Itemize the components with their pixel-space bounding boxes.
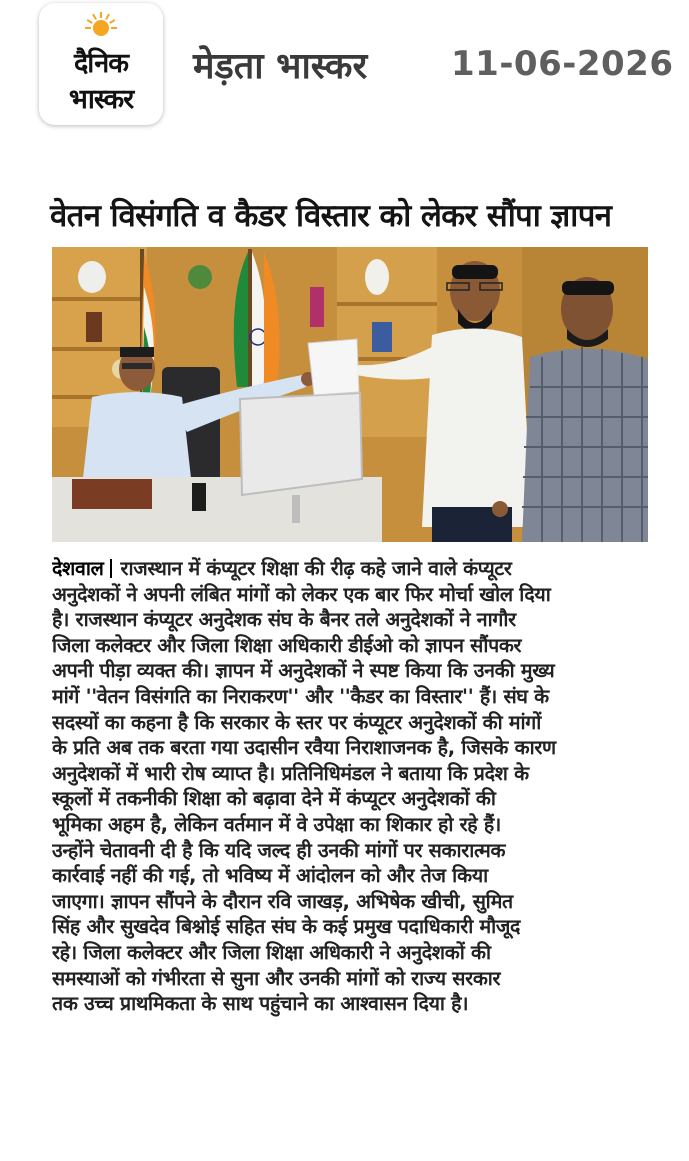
article-line: जाएगा। ज्ञापन सौंपने के दौरान रवि जाखड़, अभिषेक खीची, सुमित bbox=[52, 889, 513, 913]
dainik-bhaskar-logo[interactable] bbox=[39, 3, 163, 125]
byline-separator bbox=[110, 559, 112, 578]
article-line: तक उच्च प्राथमिकता के साथ पहुंचाने का आश्वासन दिया है। bbox=[52, 992, 469, 1016]
article-line: अपनी पीड़ा व्यक्त की। ज्ञापन में अनुदेशकों ने स्पष्ट किया कि उनकी मुख्य bbox=[52, 659, 555, 683]
article-headline: वेतन विसंगति व कैडर विस्तार को लेकर सौंपा ज्ञापन bbox=[50, 198, 612, 234]
article-line: रहे। जिला कलेक्टर और जिला शिक्षा अधिकारी ने अनुदेशकों की bbox=[52, 940, 491, 964]
article-line: सिंह और सुखदेव बिश्नोई सहित संघ के कई प्रमुख पदाधिकारी मौजूद bbox=[52, 915, 521, 939]
sun-icon bbox=[85, 11, 117, 43]
edition-name: मेड़ता भास्कर bbox=[193, 46, 368, 87]
article-line: मांगें ''वेतन विसंगति का निराकरण'' और ''कैडर का विस्तार'' हैं। संघ के bbox=[52, 684, 549, 708]
logo-text-dainik: दैनिक bbox=[73, 48, 129, 79]
article-line: अनुदेशकों ने अपनी लंबित मांगों को लेकर एक बार फिर मोर्चा खोल दिया bbox=[52, 582, 551, 606]
article-line: समस्याओं को गंभीरता से सुना और उनकी मांगों को राज्य सरकार bbox=[52, 966, 501, 990]
article-line: अनुदेशकों में भारी रोष व्याप्त है। प्रतिनिधिमंडल ने बताया कि प्रदेश के bbox=[52, 761, 529, 785]
article-line: है। राजस्थान कंप्यूटर अनुदेशक संघ के बैनर तले अनुदेशकों ने नागौर bbox=[52, 608, 516, 632]
article-line: स्कूलों में तकनीकी शिक्षा को बढ़ावा देने में कंप्यूटर अनुदेशकों की bbox=[52, 787, 496, 811]
article-line: कार्रवाई नहीं की गई, तो भविष्य में आंदोलन को और तेज किया bbox=[52, 864, 488, 888]
logo-text-bhaskar: भास्कर bbox=[68, 84, 134, 115]
article-photo[interactable] bbox=[52, 247, 648, 542]
edition-date: 11-06-2026 bbox=[451, 44, 674, 84]
article-line: उन्होंने चेतावनी दी है कि यदि जल्द ही उनकी मांगों पर सकारात्मक bbox=[52, 838, 506, 862]
article-line-1 bbox=[52, 556, 664, 582]
article-body bbox=[52, 556, 664, 1017]
article-line: भूमिका अहम है, लेकिन वर्तमान में वे उपेक्षा का शिकार हो रहे हैं। bbox=[52, 812, 501, 836]
article-line: सदस्यों का कहना है कि सरकार के स्तर पर कंप्यूटर अनुदेशकों की मांगों bbox=[52, 710, 542, 734]
article-line: जिला कलेक्टर और जिला शिक्षा अधिकारी डीईओ को ज्ञापन सौंपकर bbox=[52, 633, 522, 657]
byline: देशवाल bbox=[52, 557, 104, 580]
article-line: के प्रति अब तक बरता गया उदासीन रवैया निराशाजनक है, जिसके कारण bbox=[52, 736, 556, 760]
article-text: राजस्थान में कंप्यूटर शिक्षा की रीढ़ कहे जाने वाले कंप्यूटर bbox=[120, 557, 512, 580]
